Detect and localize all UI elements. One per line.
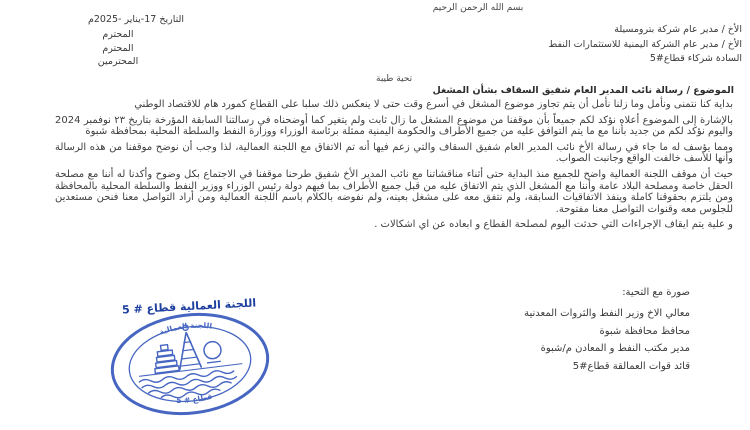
date-honorific-block <box>52 14 184 69</box>
honorific-item: المحترمين <box>97 56 139 67</box>
cc-item: معالي الاخ وزير النفط والثروات المعدنية <box>524 308 690 319</box>
honorific-item: المحترم <box>102 42 134 54</box>
addressee-list <box>548 23 742 67</box>
cc-item: قائد قوات العمالقة قطاع#5 <box>572 360 690 372</box>
cc-item: محافظ محافظة شبوة <box>599 325 690 337</box>
body-paragraph: ومما يؤسف له ما جاء في رسالة الأخ نائب المدير العام شفيق السقاف والتي زعم فيها أنه تم الاتفاق مع اللجنة العمالية، لذا وجب أن نوضح موقفنا من هذه الرسالة وأنها للأسف خالفت الواقع وجانبت الصواب. <box>55 141 733 165</box>
committee-seal-stamp <box>102 302 277 425</box>
body-paragraph: حيث أن موقف اللجنة العمالية واضح للجميع منذ البداية حتى أثناء مناقشاتنا مع نائب المدير الأخ شفيق طرحنا موقفنا في الاجتماع بكل وضوح وأكدنا له أننا مع مصلحة الحقل خاصة ومصلحة البلاد عامة وأننا مع المشغل الذي يتم الاتفاق عليه من قبل جميع الأطراف بما فيهم دولة رئيس الوزراء ووزير النفط والسلطة المحلية بالمحافظة ومن يلتزم بحقوقنا كاملة وينفذ الاتفاقيات السابقة، ولم نتفق معه على مشغل بعينه، ولم نفوضه بالكلام باسم اللجنة العمالية ومن أراد التواصل معنا فنحن مستعدين للجلوس معه وقنوات التواصل معنا مفتوحة. <box>55 168 733 215</box>
cc-heading: صورة مع التحية: <box>622 287 690 298</box>
subject-line: الموضوع / رسالة نائب المدير العام شفيق السقاف بشأن المشغل <box>432 85 734 96</box>
cc-item: مدير مكتب النفط و المعادن م/شبوة <box>540 343 690 354</box>
committee-stamp-title: اللجنة العمالية قطاع # 5 <box>121 296 257 317</box>
closing-line: و علية يتم ايقاف الإجراءات التي حدثت اليوم لمصلحة القطاع و ابعاده عن اي اشكالات . <box>374 219 733 231</box>
body-paragraph: بالإشارة إلى الموضوع أعلاه نؤكد لكم جميعاً بأن موقفنا من موضوع المشغل ما زال ثابت ولم يتغير كما أوضحناه في رسالتنا السابقة المؤرخة بتاريخ ٢٣ نوفمبر 2024 واليوم نؤكد لكم من جديد بأننا مع ما يتم التوافق عليه من جميع الأطراف والحكومة اليمنية ممثلة برئاسة الوزراء ووزارة النفط والسلطة المحلية بمحافظة شبوة <box>55 114 733 138</box>
sun-icon <box>203 341 222 363</box>
storage-tank-icon <box>152 344 179 374</box>
addressee-line: الأخ / مدير عام شركة بترومسيلة <box>614 24 742 35</box>
letter-body <box>55 99 733 235</box>
stamp-ring-top-text: اللجنة العمالية <box>158 320 213 337</box>
greeting-text: تحية طيبة <box>376 74 413 84</box>
addressee-line: السادة شركاء قطاع#5 <box>649 53 742 64</box>
body-paragraph: بداية كنا نتمنى ونأمل وما زلنا نأمل أن يتم تجاوز موضوع المشغل في أسرع وقت حتى لا ينعكس ذلك سلبا على القطاع كمورد هام للاقتصاد الوطني <box>134 99 733 110</box>
date-line: التاريخ 17-يناير -2025م <box>87 14 184 25</box>
cc-block <box>524 287 690 375</box>
addressee-line: الأخ / مدير عام الشركة اليمنية للاستثمارات النفط <box>548 38 742 50</box>
stamp-ring-bottom-text: قطاع # 5 <box>176 391 214 405</box>
honorific-item: المحترم <box>102 29 134 40</box>
basmala-text: بسم الله الرحمن الرحيم <box>432 3 524 13</box>
honorific-list <box>52 28 184 69</box>
